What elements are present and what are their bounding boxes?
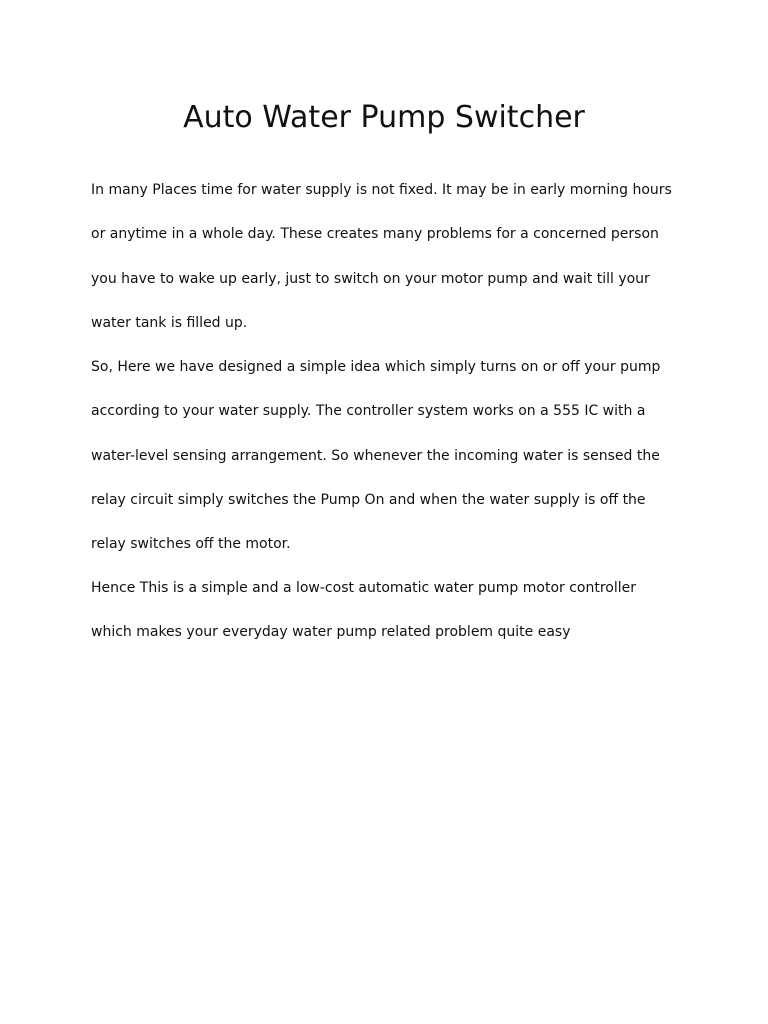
paragraph-line: water-level sensing arrangement. So whenever the incoming water is sensed the: [91, 447, 660, 464]
paragraph-line: you have to wake up early, just to switch on your motor pump and wait till your: [91, 270, 650, 287]
paragraph-line: relay switches off the motor.: [91, 536, 291, 553]
paragraph-design: [91, 357, 691, 578]
paragraph-intro: [91, 180, 691, 357]
document-title: Auto Water Pump Switcher: [183, 100, 585, 135]
paragraph-line: relay circuit simply switches the Pump On and when the water supply is off the: [91, 491, 646, 508]
paragraph-line: Hence This is a simple and a low-cost automatic water pump motor controller: [91, 580, 637, 596]
paragraph-line: which makes your everyday water pump related problem quite easy: [91, 624, 571, 641]
paragraph-line: water tank is filled up.: [91, 314, 248, 331]
paragraph-line: In many Places time for water supply is not fixed. It may be in early morning hours: [91, 182, 672, 198]
paragraph-line: according to your water supply. The controller system works on a 555 IC with a: [91, 403, 646, 420]
paragraph-conclusion: [91, 578, 691, 667]
paragraph-line: So, Here we have designed a simple idea which simply turns on or off your pump: [91, 359, 661, 375]
paragraph-line: or anytime in a whole day. These creates many problems for a concerned person: [91, 226, 659, 243]
